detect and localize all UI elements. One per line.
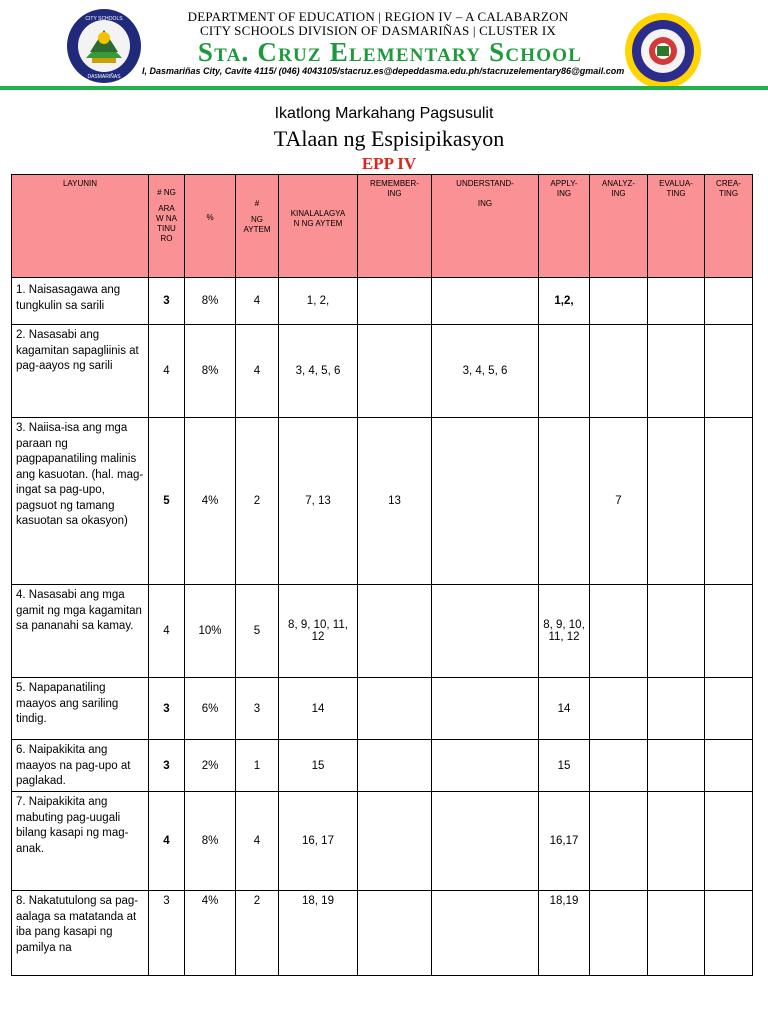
cell-creating [705, 418, 753, 585]
cell-analyzing [590, 585, 648, 678]
cell-analyzing [590, 325, 648, 418]
cell-days: 4 [149, 585, 185, 678]
cell-percent: 6% [185, 678, 236, 740]
cell-items: 4 [236, 325, 279, 418]
col-header-location: KINALALAGYA N NG AYTEM [279, 175, 358, 278]
cell-analyzing [590, 891, 648, 976]
cell-days: 3 [149, 278, 185, 325]
col-header-creating: CREA- TING [705, 175, 753, 278]
specification-table [11, 174, 753, 976]
subject-title: EPP IV [361, 154, 417, 173]
cell-items: 1 [236, 740, 279, 792]
cell-location: 1, 2, [279, 278, 358, 325]
cell-applying: 15 [539, 740, 590, 792]
cell-layunin: 6. Naipakikita ang maayos na pag-upo at paglakad. [12, 740, 149, 792]
table-header-row [12, 175, 753, 278]
cell-understanding [432, 891, 539, 976]
cell-evaluating [648, 678, 705, 740]
table-row [12, 325, 753, 418]
cell-evaluating [648, 891, 705, 976]
table-row [12, 585, 753, 678]
header-division: CITY SCHOOLS DIVISION OF DASMARIÑAS | CLUSTER IX [200, 23, 556, 38]
cell-remembering [358, 740, 432, 792]
cell-analyzing [590, 678, 648, 740]
cell-remembering [358, 278, 432, 325]
cell-evaluating [648, 278, 705, 325]
cell-remembering [358, 891, 432, 976]
cell-applying [539, 418, 590, 585]
cell-location: 15 [279, 740, 358, 792]
cell-remembering [358, 792, 432, 891]
document-title: TAlaan ng Espisipikasyon [273, 126, 505, 151]
cell-creating [705, 792, 753, 891]
col-header-layunin: LAYUNIN [12, 175, 149, 278]
cell-layunin: 2. Nasasabi ang kagamitan sapagliinis at pag-aayos ng sarili [12, 325, 149, 418]
table-row [12, 891, 753, 976]
cell-location: 3, 4, 5, 6 [279, 325, 358, 418]
cell-understanding: 3, 4, 5, 6 [432, 325, 539, 418]
cell-days: 3 [149, 678, 185, 740]
cell-remembering [358, 585, 432, 678]
cell-evaluating [648, 418, 705, 585]
cell-creating [705, 891, 753, 976]
cell-understanding [432, 278, 539, 325]
school-address: I, Dasmariñas City, Cavite 4115/ (046) 4043105/stacruz.es@depeddasma.edu.ph/stacruzelementary86@gmail.com [142, 66, 625, 76]
table-row [12, 740, 753, 792]
cell-items: 4 [236, 278, 279, 325]
cell-location: 8, 9, 10, 11, 12 [279, 585, 358, 678]
cell-percent: 2% [185, 740, 236, 792]
cell-understanding [432, 585, 539, 678]
cell-evaluating [648, 585, 705, 678]
header-divider [0, 86, 768, 90]
cell-days: 3 [149, 740, 185, 792]
cell-creating [705, 740, 753, 792]
col-header-applying: APPLY- ING [539, 175, 590, 278]
cell-applying: 14 [539, 678, 590, 740]
cell-location: 16, 17 [279, 792, 358, 891]
cell-analyzing [590, 278, 648, 325]
cell-layunin: 7. Naipakikita ang mabuting pag-uugali bilang kasapi ng mag-anak. [12, 792, 149, 891]
cell-percent: 8% [185, 792, 236, 891]
table-row [12, 278, 753, 325]
cell-days: 5 [149, 418, 185, 585]
cell-items: 4 [236, 792, 279, 891]
cell-days: 4 [149, 325, 185, 418]
cell-evaluating [648, 792, 705, 891]
cell-days: 3 [149, 891, 185, 976]
cell-creating [705, 325, 753, 418]
cell-analyzing [590, 792, 648, 891]
col-header-percent: % [185, 175, 236, 278]
cell-applying: 1,2, [539, 278, 590, 325]
col-header-understanding: UNDERSTAND- ING [432, 175, 539, 278]
cell-layunin: 8. Nakatutulong sa pag-aalaga sa matatanda at iba pang kasapi ng pamilya na [12, 891, 149, 976]
cell-understanding [432, 418, 539, 585]
cell-location: 18, 19 [279, 891, 358, 976]
cell-remembering [358, 325, 432, 418]
cell-location: 7, 13 [279, 418, 358, 585]
cell-items: 2 [236, 891, 279, 976]
exam-title: Ikatlong Markahang Pagsusulit [274, 105, 494, 122]
col-header-evaluating: EVALUA- TING [648, 175, 705, 278]
cell-analyzing: 7 [590, 418, 648, 585]
cell-remembering [358, 678, 432, 740]
svg-text:CITY SCHOOLS: CITY SCHOOLS [85, 16, 123, 22]
cell-percent: 8% [185, 325, 236, 418]
col-header-analyzing: ANALYZ- ING [590, 175, 648, 278]
cell-understanding [432, 678, 539, 740]
cell-layunin: 5. Napapanatiling maayos ang sariling tindig. [12, 678, 149, 740]
table-row [12, 792, 753, 891]
cell-percent: 10% [185, 585, 236, 678]
cell-percent: 8% [185, 278, 236, 325]
cell-items: 5 [236, 585, 279, 678]
col-header-items: # NG AYTEM [236, 175, 279, 278]
cell-creating [705, 678, 753, 740]
school-name: Sta. Cruz Elementary School [197, 37, 583, 67]
cell-understanding [432, 740, 539, 792]
cell-layunin: 1. Naisasagawa ang tungkulin sa sarili [12, 278, 149, 325]
cell-days: 4 [149, 792, 185, 891]
cell-applying: 18,19 [539, 891, 590, 976]
col-header-days: # NG ARA W NA TINU RO [149, 175, 185, 278]
cell-percent: 4% [185, 418, 236, 585]
cell-percent: 4% [185, 891, 236, 976]
cell-location: 14 [279, 678, 358, 740]
svg-text:DASMARIÑAS: DASMARIÑAS [87, 74, 121, 80]
cell-items: 3 [236, 678, 279, 740]
table-row [12, 418, 753, 585]
cell-applying: 16,17 [539, 792, 590, 891]
cell-creating [705, 278, 753, 325]
cell-evaluating [648, 325, 705, 418]
cell-creating [705, 585, 753, 678]
cell-layunin: 4. Nasasabi ang mga gamit ng mga kagamitan sa pananahi sa kamay. [12, 585, 149, 678]
cell-understanding [432, 792, 539, 891]
cell-layunin: 3. Naiisa-isa ang mga paraan ng pagpapanatiling malinis ang kasuotan. (hal. mag-ingat sa pag-upo, pagsuot ng tamang kasuotan sa okasyon) [12, 418, 149, 585]
cell-applying: 8, 9, 10, 11, 12 [539, 585, 590, 678]
col-header-remembering: REMEMBER- ING [358, 175, 432, 278]
cell-applying [539, 325, 590, 418]
cell-analyzing [590, 740, 648, 792]
cell-items: 2 [236, 418, 279, 585]
table-row [12, 678, 753, 740]
header-department: DEPARTMENT OF EDUCATION | REGION IV – A CALABARZON [187, 9, 569, 24]
cell-evaluating [648, 740, 705, 792]
cell-remembering: 13 [358, 418, 432, 585]
